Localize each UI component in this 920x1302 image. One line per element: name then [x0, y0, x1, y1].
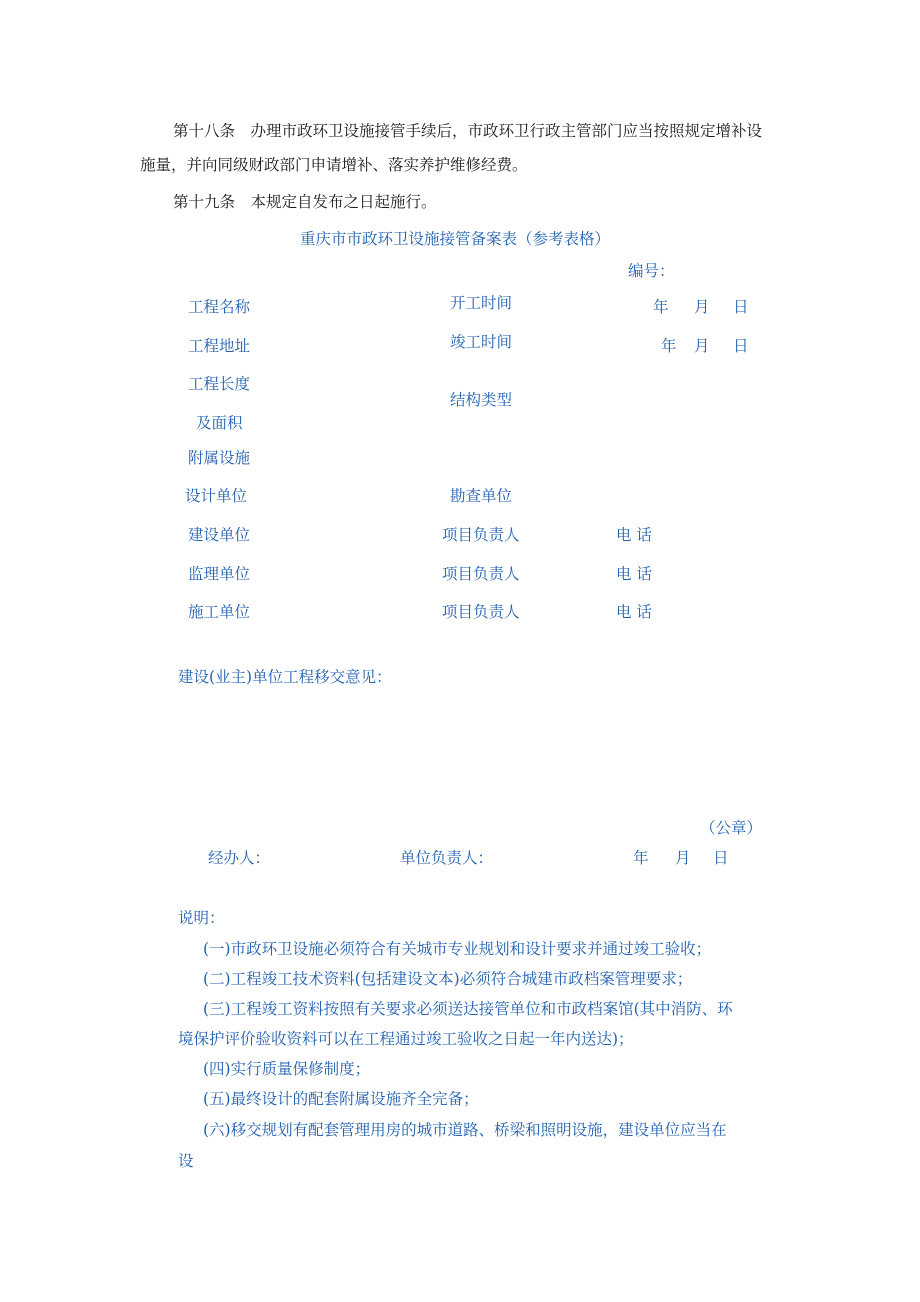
form-number-label: 编号： [628, 262, 675, 280]
label-completion-time: 竣工时间 [450, 333, 513, 351]
note-3-line-1: (三)工程竣工资料按照有关要求必须送达接管单位和市政档案馆(其中消防、环 [203, 1000, 733, 1018]
notes-heading: 说明： [178, 909, 225, 927]
label-design-unit: 设计单位 [185, 487, 248, 505]
label-handover-opinion: 建设(业主)单位工程移交意见： [178, 668, 392, 686]
completion-date-year: 年 [661, 337, 677, 355]
label-supervision-unit: 监理单位 [188, 565, 251, 583]
label-phone-2: 电 话 [616, 565, 652, 583]
article-18-line-2: 施量，并向同级财政部门申请增补、落实养护维修经费。 [140, 156, 528, 174]
label-unit-leader: 单位负责人： [400, 849, 494, 867]
label-handler: 经办人： [208, 849, 271, 867]
sign-date-month: 月 [675, 849, 691, 867]
label-phone-1: 电 话 [616, 526, 652, 544]
start-date-month: 月 [694, 298, 710, 316]
label-project-name: 工程名称 [188, 298, 251, 316]
label-builder-unit: 施工单位 [188, 603, 251, 621]
label-start-time: 开工时间 [450, 294, 513, 312]
completion-date-month: 月 [694, 337, 710, 355]
label-length-area-1: 工程长度 [188, 375, 251, 393]
article-18-line-1: 第十八条 办理市政环卫设施接管手续后，市政环卫行政主管部门应当按照规定增补设 [173, 122, 763, 140]
label-seal: （公章） [700, 819, 763, 837]
note-4: (四)实行质量保修制度； [203, 1060, 371, 1078]
note-2: (二)工程竣工技术资料(包括建设文本)必须符合城建市政档案管理要求； [203, 970, 693, 988]
note-6-line-2: 设 [178, 1152, 194, 1170]
note-5: (五)最终设计的配套附属设施齐全完备； [203, 1090, 479, 1108]
label-construction-owner: 建设单位 [188, 526, 251, 544]
label-ancillary: 附属设施 [188, 449, 251, 467]
label-survey-unit: 勘查单位 [450, 487, 513, 505]
form-title: 重庆市市政环卫设施接管备案表（参考表格） [300, 230, 611, 248]
label-phone-3: 电 话 [616, 603, 652, 621]
note-1: (一)市政环卫设施必须符合有关城市专业规划和设计要求并通过竣工验收； [203, 940, 712, 958]
label-project-leader-3: 项目负责人 [442, 603, 520, 621]
sign-date-day: 日 [713, 849, 729, 867]
label-project-address: 工程地址 [188, 337, 251, 355]
note-3-line-2: 境保护评价验收资料可以在工程通过竣工验收之日起一年内送达)； [178, 1030, 634, 1048]
label-project-leader-1: 项目负责人 [442, 526, 520, 544]
sign-date-year: 年 [633, 849, 649, 867]
start-date-day: 日 [733, 298, 749, 316]
label-structure-type: 结构类型 [450, 391, 513, 409]
note-6-line-1: (六)移交规划有配套管理用房的城市道路、桥梁和照明设施，建设单位应当在 [203, 1121, 727, 1139]
article-19: 第十九条 本规定自发布之日起施行。 [173, 193, 437, 211]
label-project-leader-2: 项目负责人 [442, 565, 520, 583]
start-date-year: 年 [653, 298, 669, 316]
label-length-area-2: 及面积 [196, 414, 243, 432]
completion-date-day: 日 [733, 337, 749, 355]
